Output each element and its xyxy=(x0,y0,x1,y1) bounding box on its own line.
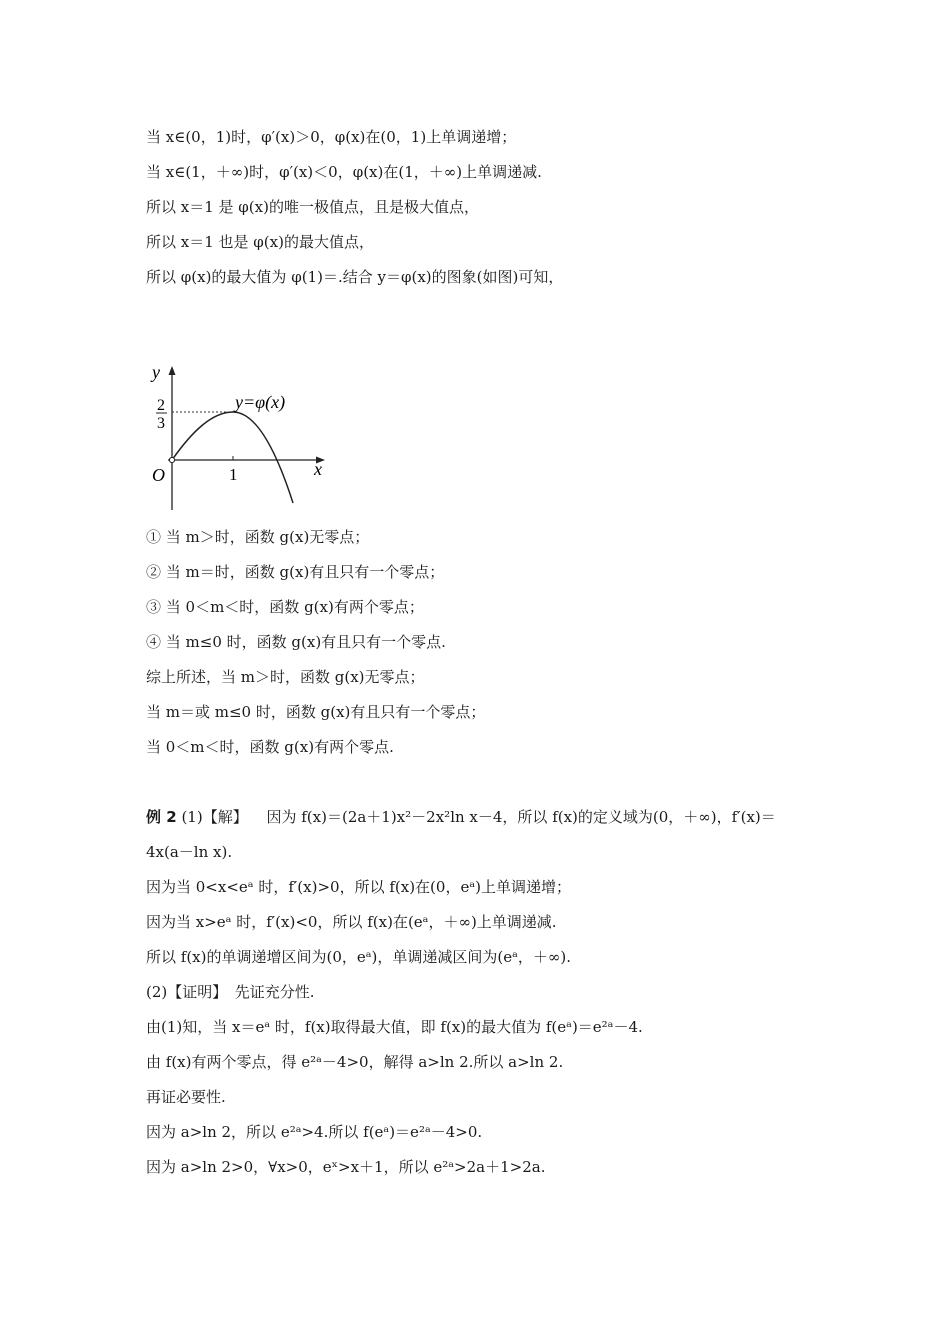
case-1: ① 当 m＞时，函数 g(x)无零点； xyxy=(146,528,370,546)
origin-label: O xyxy=(152,465,165,485)
x-axis-label: x xyxy=(314,459,322,479)
part1-text: 因为 f(x)＝(2a＋1)x²－2x²ln x－4，所以 f(x)的定义域为(0，＋∞)，f′(x)＝ xyxy=(266,808,776,826)
y-axis-arrow xyxy=(169,366,176,375)
part1-continuation: 4x(a－ln x). xyxy=(146,843,233,861)
text-line-3: 所以 x＝1 是 φ(x)的唯一极值点，且是极大值点， xyxy=(146,198,479,216)
part1-heading: (1)【解】 xyxy=(181,808,248,826)
example-line-7: 再证必要性. xyxy=(146,1088,226,1106)
text-line-4: 所以 x＝1 也是 φ(x)的最大值点， xyxy=(146,233,374,251)
example-line-8: 因为 a>ln 2，所以 e²ᵃ>4.所以 f(eᵃ)＝e²ᵃ－4>0. xyxy=(146,1123,483,1141)
curve-label: y=φ(x) xyxy=(235,392,286,412)
function-graph xyxy=(138,360,338,515)
example-line-6: 由 f(x)有两个零点，得 e²ᵃ－4>0，解得 a>ln 2.所以 a>ln 2. xyxy=(146,1053,564,1071)
summary-1: 综上所述，当 m＞时，函数 g(x)无零点； xyxy=(146,668,425,686)
y-tick-denominator: 3 xyxy=(157,415,165,432)
example-line-3: 所以 f(x)的单调递增区间为(0，eᵃ)，单调递减区间为(eᵃ，＋∞). xyxy=(146,948,572,966)
text-line-1: 当 x∈(0，1)时，φ′(x)＞0，φ(x)在(0，1)上单调递增； xyxy=(146,128,517,146)
example-line-5: 由(1)知，当 x＝eᵃ 时，f(x)取得最大值，即 f(x)的最大值为 f(eᵃ)＝e²ᵃ－4. xyxy=(146,1018,643,1036)
x-tick-label: 1 xyxy=(229,465,238,484)
summary-2: 当 m＝或 m≤0 时，函数 g(x)有且只有一个零点； xyxy=(146,703,486,721)
text-line-5: 所以 φ(x)的最大值为 φ(1)＝.结合 y＝φ(x)的图象(如图)可知， xyxy=(146,268,564,286)
case-2: ② 当 m＝时，函数 g(x)有且只有一个零点； xyxy=(146,563,445,581)
example-line-4: (2)【证明】 先证充分性. xyxy=(146,983,315,1001)
text-line-2: 当 x∈(1，＋∞)时，φ′(x)＜0，φ(x)在(1，＋∞)上单调递减. xyxy=(146,163,542,181)
y-axis-label: y xyxy=(152,362,160,382)
example-line-9: 因为 a>ln 2>0，∀x>0，eˣ>x＋1，所以 e²ᵃ>2a＋1>2a. xyxy=(146,1158,546,1176)
case-4: ④ 当 m≤0 时，函数 g(x)有且只有一个零点. xyxy=(146,633,446,651)
origin-open-circle xyxy=(169,457,174,462)
example-line-1: 因为当 0<x<eᵃ 时，f′(x)>0，所以 f(x)在(0，eᵃ)上单调递增； xyxy=(146,878,571,896)
example-label: 例 2 xyxy=(146,808,177,826)
example-line-2: 因为当 x>eᵃ 时，f′(x)<0，所以 f(x)在(eᵃ，＋∞)上单调递减. xyxy=(146,913,557,931)
summary-3: 当 0＜m＜时，函数 g(x)有两个零点. xyxy=(146,738,394,756)
y-tick-numerator: 2 xyxy=(157,397,165,414)
example-2-header-line xyxy=(146,807,776,827)
case-3: ③ 当 0＜m＜时，函数 g(x)有两个零点； xyxy=(146,598,424,616)
